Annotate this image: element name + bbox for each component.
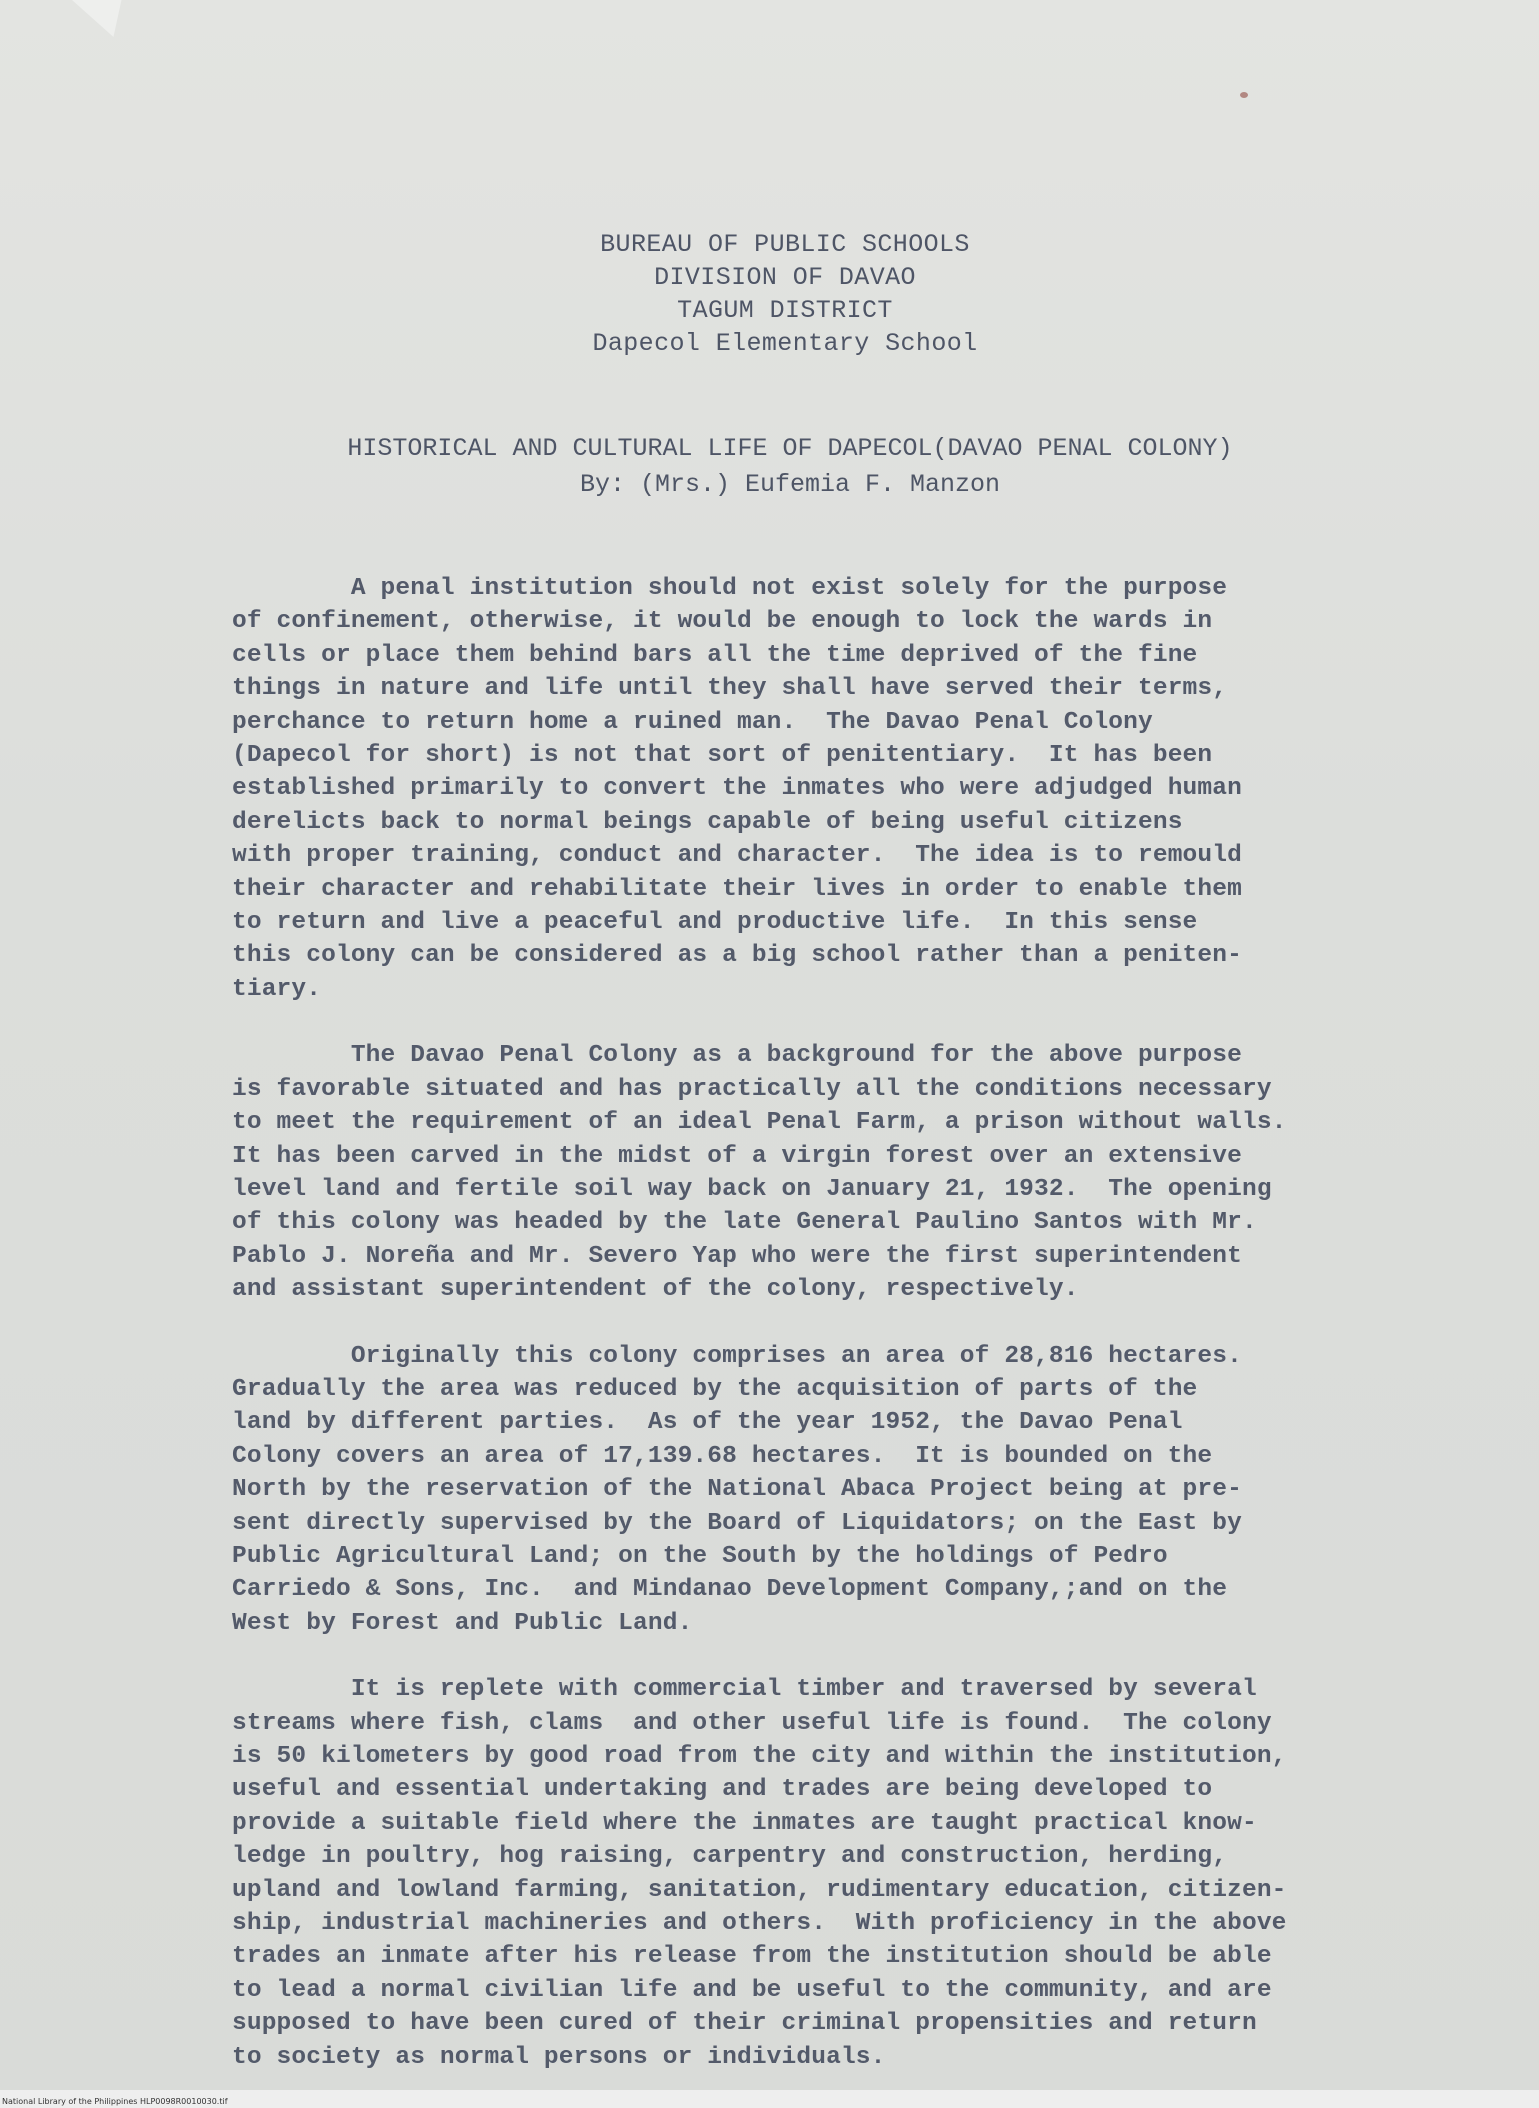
paragraph-4: It is replete with commercial timber and traversed by several streams where fish, clams and other useful life is found. The colony is 50 kilometers by good road from the city and within the institution, useful and essential undertaking and trades are being developed to provide a suitable field where the inmates are taught practical know- ledge in poultry, hog raising, carpentry and construction, herding, upland and lowland farming, sanitation, rudimentary education, citizen- ship, industrial machineries and others. With proficiency in the above trades an inmate after his release from the institution should be able to lead a normal civilian life and be useful to the community, and are supposed to have been cured of their criminal propensities and return to society as normal persons or individuals. [232, 1676, 1287, 2071]
paragraph-3: Originally this colony comprises an area of 28,816 hectares. Gradually the area was reduced by the acquisition of parts of the land by different parties. As of the year 1952, the Davao Penal Colony covers an area of 17,139.68 hectares. It is bounded on the North by the reservation of the National Abaca Project being at pre- sent directly supervised by the Board of Liquidators; on the East by Public Agricultural Land; on the South by the holdings of Pedro Carriedo & Sons, Inc. and Mindanao Development Company,;and on the West by Forest and Public Land. [232, 1342, 1242, 1637]
paragraph-1: A penal institution should not exist solely for the purpose of confinement, otherwise, it would be enough to lock the wards in cells or place them behind bars all the time deprived of the fine things in nature and life until they shall have served their terms, perchance to return home a ruined man. The Davao Penal Colony (Dapecol for short) is not that sort of penitentiary. It has been established primarily to convert the inmates who were adjudged human derelicts back to normal beings capable of being useful citizens with proper training, conduct and character. The idea is to remould their character and rehabilitate their lives in order to enable them to return and live a peaceful and productive life. In this sense this colony can be considered as a big school rather than a peniten- tiary. [232, 575, 1242, 1003]
document-body [232, 572, 1402, 2107]
letterhead [400, 228, 1170, 360]
letterhead-division: DIVISION OF DAVAO [654, 263, 916, 292]
scan-footer-bar [0, 2090, 1539, 2108]
letterhead-bureau: BUREAU OF PUBLIC SCHOOLS [600, 230, 970, 259]
paragraph-2: The Davao Penal Colony as a background for the above purpose is favorable situated and has practically all the conditions necessary to meet the requirement of an ideal Penal Farm, a prison without walls. It has been carved in the midst of a virgin forest over an extensive level land and fertile soil way back on January 21, 1932. The opening of this colony was headed by the late General Paulino Santos with Mr. Pablo J. Noreña and Mr. Severo Yap who were the first superintendent and assistant superintendent of the colony, respectively. [232, 1042, 1287, 1304]
letterhead-school: Dapecol Elementary School [592, 329, 978, 358]
scan-footer-text: National Library of the Philippines HLP0098R0010030.tif [2, 2097, 228, 2106]
folded-corner [72, 0, 140, 46]
author-byline: By: (Mrs.) Eufemia F. Manzon [579, 470, 1001, 499]
document-title: HISTORICAL AND CULTURAL LIFE OF DAPECOL(DAVAO PENAL COLONY) [347, 434, 1233, 463]
letterhead-district: TAGUM DISTRICT [677, 296, 893, 325]
paper-stain [1240, 92, 1248, 98]
